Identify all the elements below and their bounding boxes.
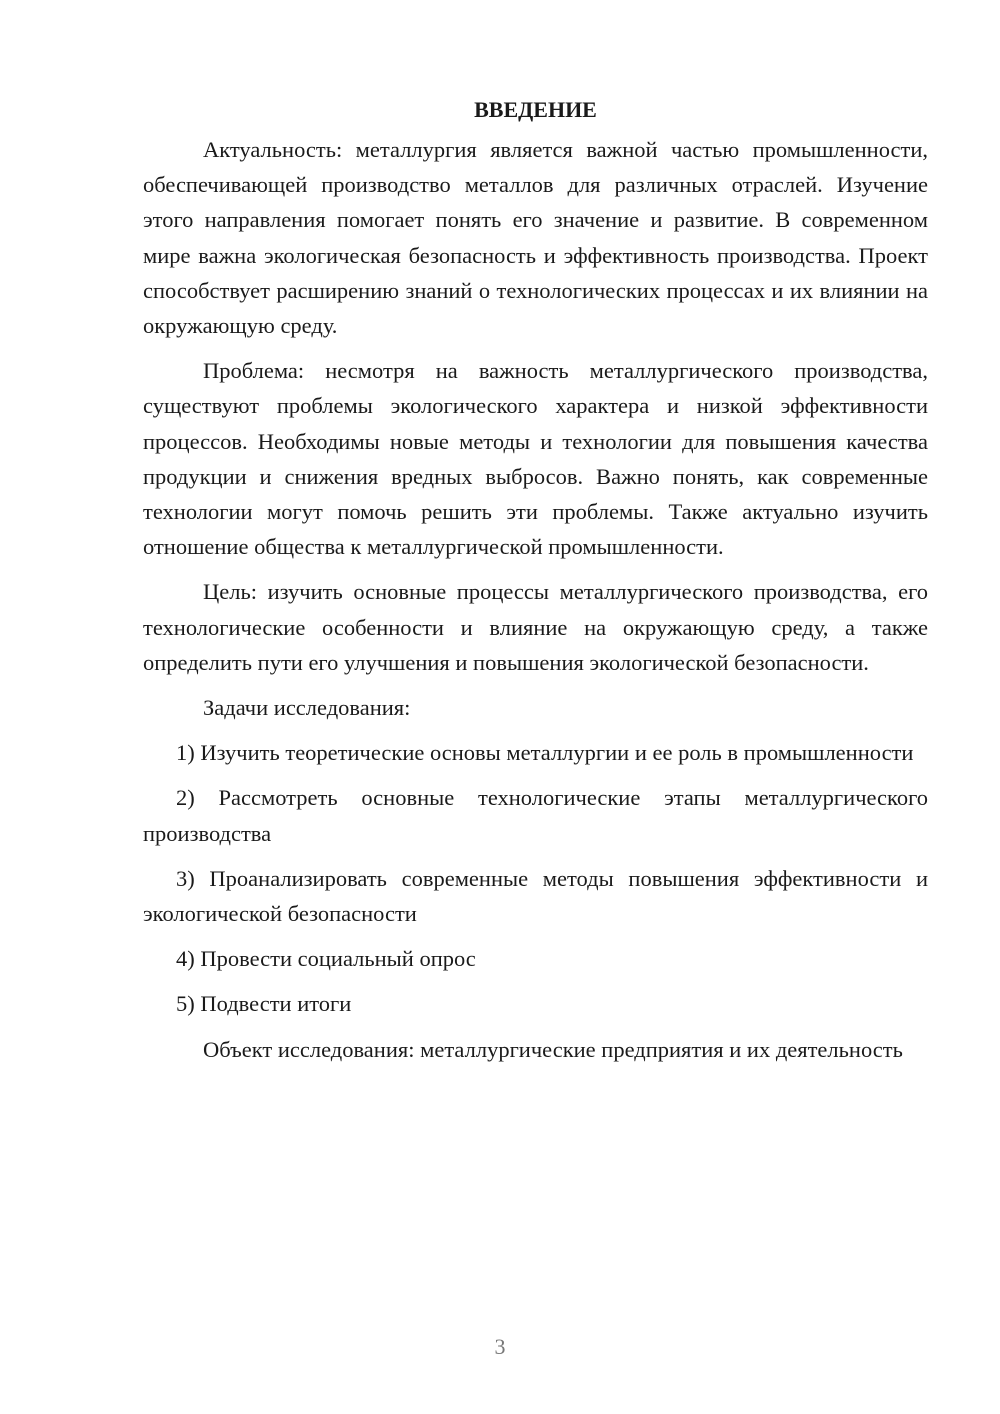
- paragraph-goal: Цель: изучить основные процессы металлургического производства, его технологические особенности и влияние на окружающую среду, а также определить пути его улучшения и повышения экологической безопасности.: [143, 579, 928, 675]
- tasks-heading: Задачи исследования:: [203, 695, 411, 721]
- page-number: 3: [494, 1334, 506, 1359]
- page-content: [143, 92, 928, 1077]
- paragraph-problem: Проблема: несмотря на важность металлургического производства, существуют проблемы экологического характера и низкой эффективности процессов. Необходимы новые методы и технологии для повышения качества продукции и снижения вредных выбросов. Важно понять, как современные технологии могут помочь решить эти проблемы. Также актуально изучить отношение общества к металлургической промышленности.: [143, 358, 928, 560]
- task-item-2: 2) Рассмотреть основные технологические этапы металлургического производства: [143, 785, 928, 846]
- task-item-4: 4) Провести социальный опрос: [176, 946, 476, 972]
- task-item-1: 1) Изучить теоретические основы металлургии и ее роль в промышленности: [176, 740, 914, 766]
- paragraph-object: Объект исследования: металлургические предприятия и их деятельность: [203, 1036, 903, 1062]
- tasks-list: [143, 735, 928, 1021]
- paragraph-relevance: Актуальность: металлургия является важной частью промышленности, обеспечивающей производство металлов для различных отраслей. Изучение этого направления помогает понять его значение и развитие. В современном мире важна экологическая безопасность и эффективность производства. Проект способствует расширению знаний о технологических процессах и их влиянии на окружающую среду.: [143, 137, 928, 339]
- task-item-3: 3) Проанализировать современные методы повышения эффективности и экологической безопасности: [143, 865, 928, 927]
- task-item-5: 5) Подвести итоги: [176, 991, 352, 1017]
- section-title: ВВЕДЕНИЕ: [474, 97, 597, 122]
